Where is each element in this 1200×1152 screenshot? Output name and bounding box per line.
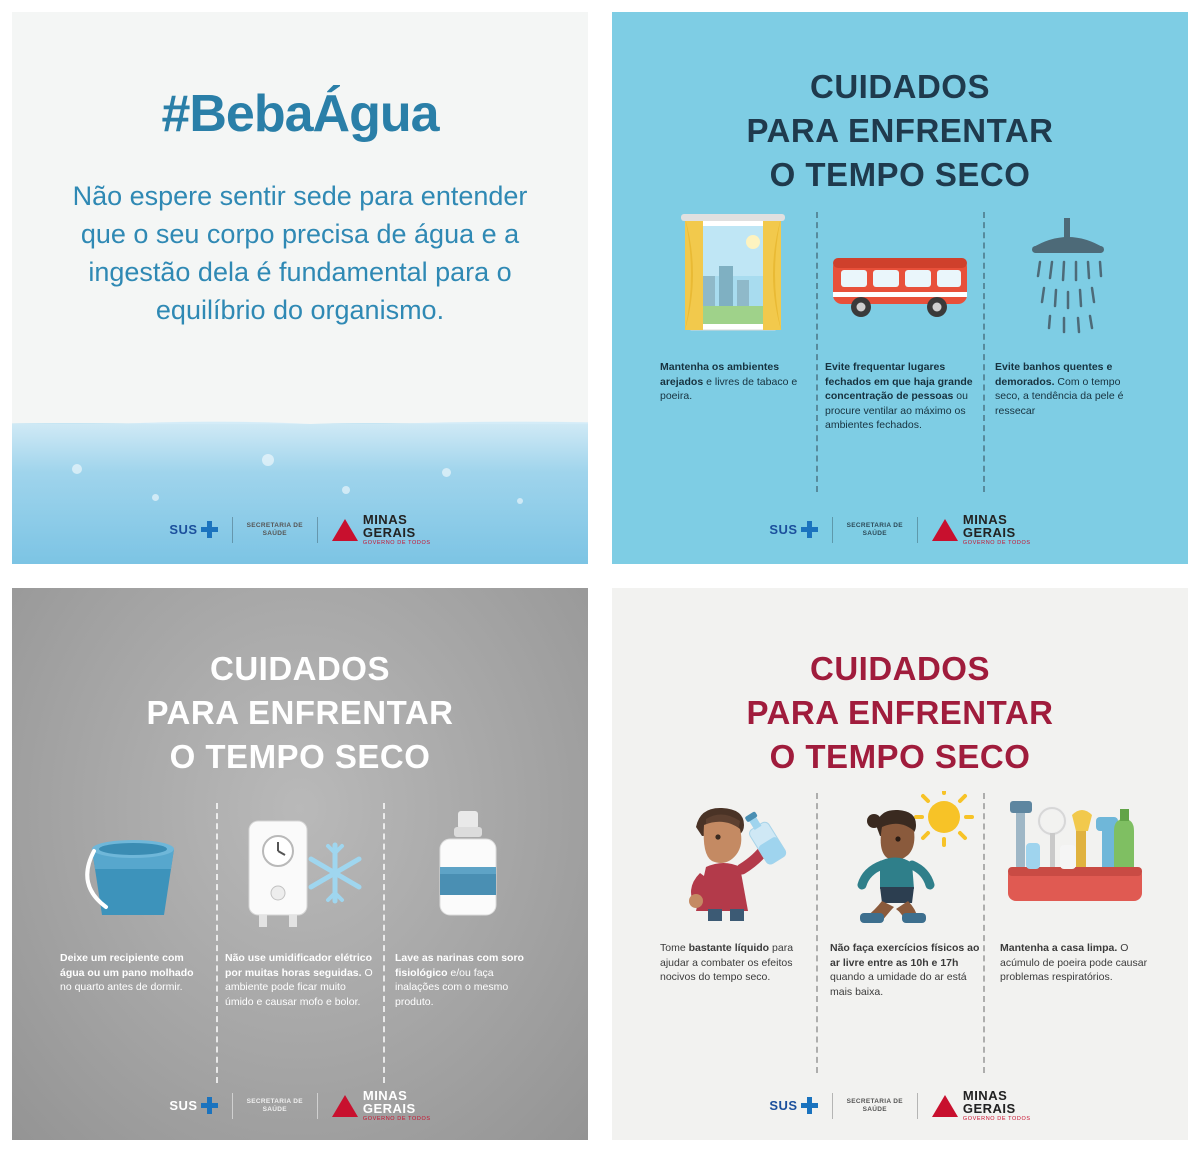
title-line-1: CUIDADOS (209, 650, 390, 687)
minas-gerais-logo (332, 1089, 431, 1122)
minas-gerais-logo (932, 1089, 1031, 1122)
panel-tempo-seco-claro (600, 576, 1200, 1152)
title-line-2: PARA ENFRENTAR (746, 694, 1054, 731)
health-cross-icon (201, 1097, 218, 1114)
minas-wordmark (963, 513, 1031, 546)
title-line-3: O TEMPO SECO (169, 738, 431, 775)
boy-drinking-water-icon (660, 793, 810, 923)
tip-text-strong: Evite banhos quentes e demorados. (995, 361, 1113, 388)
tip-text-pre: Tome (660, 942, 689, 954)
tip-card (820, 793, 990, 1083)
tip-card (650, 793, 820, 1083)
minas-gerais-logo (932, 513, 1031, 546)
panel-tempo-seco-azul (600, 0, 1200, 576)
tip-text-strong: Não faça exercícios físicos ao ar livre entre as 10h e 17h (830, 942, 980, 969)
health-cross-icon (201, 521, 218, 538)
hashtag-subtitle: Não espere sentir sede para entender que o seu corpo precisa de água e a ingestão dela é fundamental para o equilíbrio do organismo. (72, 181, 528, 325)
minas-line-1: MINAS (362, 1088, 408, 1103)
tip-text-strong: Mantenha a casa limpa. (1000, 942, 1118, 954)
secretaria-line-1: SECRETARIA DE (846, 521, 903, 529)
tip-card (815, 212, 985, 502)
tip-text-strong: Mantenha os ambientes arejados (660, 361, 780, 388)
window-curtains-icon (660, 212, 805, 342)
tip-text (995, 360, 1140, 418)
sus-label: SUS (769, 522, 798, 537)
water-bubble (262, 454, 274, 466)
title-line-1: CUIDADOS (809, 68, 990, 105)
panel-beba-agua (0, 0, 600, 576)
logo-bar (12, 1089, 588, 1122)
tip-text (1000, 941, 1150, 985)
panel-tempo-seco-azul-canvas (612, 12, 1188, 564)
minas-tagline: GOVERNO DE TODOS (362, 1116, 431, 1122)
title-line-3: O TEMPO SECO (769, 738, 1031, 775)
minas-line-2: GERAIS (962, 1101, 1016, 1116)
tip-text-strong: Deixe um recipiente com água ou um pano molhado (60, 952, 194, 979)
sus-logo (169, 1097, 217, 1114)
minas-triangle-icon (332, 1095, 358, 1117)
logo-bar (612, 1089, 1188, 1122)
tip-card (385, 803, 550, 1093)
logo-divider (232, 1093, 233, 1119)
tip-card (985, 212, 1150, 502)
tip-text-strong: Evite frequentar lugares fechados em que haja grande concentração de pessoas (825, 361, 973, 402)
tip-text (225, 951, 375, 1009)
sus-logo (769, 521, 817, 538)
minas-wordmark (363, 1089, 431, 1122)
minas-line-2: GERAIS (962, 525, 1016, 540)
logo-bar (612, 513, 1188, 546)
hashtag-title: #BebaÁgua (161, 85, 439, 143)
panel-tempo-seco-claro-canvas (612, 588, 1188, 1140)
title-line-3: O TEMPO SECO (769, 156, 1031, 193)
tip-text (830, 941, 980, 999)
bus-icon (825, 212, 975, 342)
minas-tagline: GOVERNO DE TODOS (962, 540, 1031, 546)
tip-text-rest: Com o tempo seco, a tendência da pele é ressecar (995, 375, 1124, 417)
tip-text (825, 360, 975, 433)
tip-text (60, 951, 205, 995)
panel-tempo-seco-cinza-canvas (12, 588, 588, 1140)
title-line-2: PARA ENFRENTAR (146, 694, 454, 731)
panel-title (612, 68, 1188, 194)
shower-icon (995, 212, 1140, 342)
tip-text (660, 941, 810, 985)
girl-running-sun-icon (830, 793, 980, 923)
bucket-icon (60, 803, 205, 933)
minas-triangle-icon (332, 519, 358, 541)
minas-line-2: GERAIS (362, 525, 416, 540)
secretaria-saude-logo (847, 1098, 903, 1114)
tip-text-rest: quando a umidade do ar está mais baixa. (830, 971, 967, 998)
sus-label: SUS (169, 522, 198, 537)
tip-text-rest: ou procure ventilar ao máximo os ambientes fechados. (825, 390, 968, 431)
minas-wordmark (363, 513, 431, 546)
water-bubble (517, 498, 523, 504)
title-line-1: CUIDADOS (809, 650, 990, 687)
sus-label: SUS (769, 1098, 798, 1113)
tip-text-strong: Não use umidificador elétrico por muitas horas seguidas. (225, 952, 373, 979)
logo-divider (917, 1093, 918, 1119)
panel-title (612, 644, 1188, 776)
heater-snowflake-icon (225, 803, 375, 933)
logo-divider (832, 1093, 833, 1119)
water-bubble (442, 468, 451, 477)
secretaria-saude-logo (247, 522, 303, 538)
secretaria-line-2: SAÚDE (862, 529, 887, 537)
secretaria-line-1: SECRETARIA DE (246, 521, 303, 529)
tip-text (395, 951, 540, 1009)
tips-columns (650, 793, 1150, 1083)
tip-card (215, 803, 385, 1093)
minas-line-1: MINAS (962, 512, 1008, 527)
tip-text-rest: O ambiente pode ficar muito úmido e causar mofo e bolor. (225, 966, 373, 1008)
minas-line-2: GERAIS (362, 1101, 416, 1116)
cleaning-supplies-icon (1000, 793, 1150, 923)
secretaria-line-1: SECRETARIA DE (846, 1097, 903, 1105)
minas-wordmark (963, 1089, 1031, 1122)
tips-columns (650, 212, 1150, 502)
minas-tagline: GOVERNO DE TODOS (962, 1116, 1031, 1122)
minas-triangle-icon (932, 519, 958, 541)
secretaria-line-2: SAÚDE (862, 1105, 887, 1113)
logo-divider (317, 517, 318, 543)
minas-triangle-icon (932, 1095, 958, 1117)
logo-divider (832, 517, 833, 543)
panel-title (12, 644, 588, 776)
tips-columns (50, 803, 550, 1093)
tip-text-rest: O acúmulo de poeira pode causar problemas respiratórios. (1000, 942, 1148, 983)
tip-text-rest: para ajudar a combater os efeitos nocivos do tempo seco. (660, 942, 794, 983)
panel-tempo-seco-cinza (0, 576, 600, 1152)
secretaria-saude-logo (847, 522, 903, 538)
tip-text-rest: e/ou faça inalações com o mesmo produto. (395, 966, 509, 1008)
logo-divider (917, 517, 918, 543)
secretaria-line-2: SAÚDE (262, 1105, 287, 1113)
tip-text (660, 360, 805, 404)
tip-text-rest: no quarto antes de dormir. (60, 981, 183, 993)
logo-divider (232, 517, 233, 543)
secretaria-line-1: SECRETARIA DE (246, 1097, 303, 1105)
panel-beba-agua-canvas (12, 12, 588, 564)
tip-text-rest: e livres de tabaco e poeira. (660, 375, 798, 402)
minas-tagline: GOVERNO DE TODOS (362, 540, 431, 546)
water-bubble (72, 464, 82, 474)
logo-divider (317, 1093, 318, 1119)
title-line-2: PARA ENFRENTAR (746, 112, 1054, 149)
health-cross-icon (801, 521, 818, 538)
health-cross-icon (801, 1097, 818, 1114)
secretaria-line-2: SAÚDE (262, 529, 287, 537)
minas-gerais-logo (332, 513, 431, 546)
water-bubble (152, 494, 159, 501)
sus-label: SUS (169, 1098, 198, 1113)
logo-bar (12, 513, 588, 546)
tip-text-strong: Lave as narinas com soro fisiológico (395, 952, 524, 979)
sus-logo (769, 1097, 817, 1114)
sus-logo (169, 521, 217, 538)
water-bubble (342, 486, 350, 494)
tip-text-strong: bastante líquido (688, 942, 770, 954)
secretaria-saude-logo (247, 1098, 303, 1114)
minas-line-1: MINAS (962, 1088, 1008, 1103)
tip-card (990, 793, 1160, 1083)
tip-card (650, 212, 815, 502)
saline-bottle-icon (395, 803, 540, 933)
minas-line-1: MINAS (362, 512, 408, 527)
tip-card (50, 803, 215, 1093)
